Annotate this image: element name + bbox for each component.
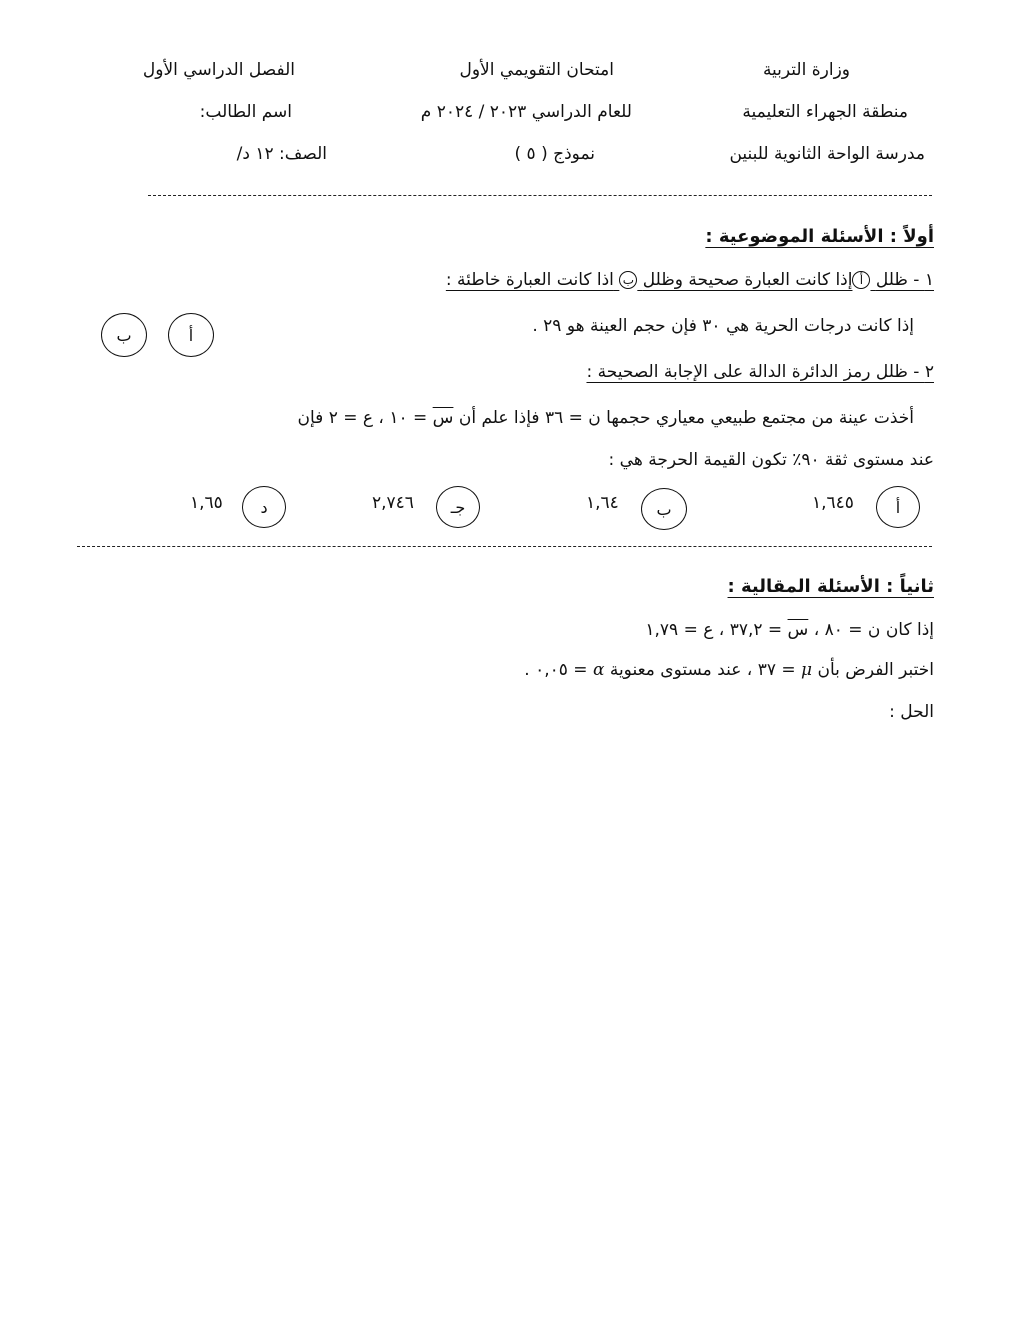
alpha-symbol: α [592, 660, 605, 680]
school-name: مدرسة الواحة الثانوية للبنين [729, 144, 925, 164]
exam-title: امتحان التقويمي الأول [459, 60, 614, 80]
option-b-circle[interactable]: ب [641, 488, 687, 530]
true-symbol-icon: أ [852, 271, 870, 289]
option-d-circle[interactable]: د [242, 486, 286, 528]
option-c-circle[interactable]: جـ [436, 486, 480, 528]
q1-instruction: ١ - ظلل أإذا كانت العبارة صحيحة وظلل ب اذا كانت العبارة خاطئة : [445, 270, 934, 290]
district-name: منطقة الجهراء التعليمية [742, 102, 908, 122]
q2-instruction: ٢ - ظلل رمز الدائرة الدالة على الإجابة الصحيحة : [586, 362, 934, 382]
student-name-label: اسم الطالب: [199, 102, 292, 122]
option-d-value: ١,٦٥ [190, 493, 223, 513]
divider-middle [77, 546, 932, 547]
essay-line1: إذا كان ن = ٨٠ ، س = ٣٧,٢ ، ع = ١,٧٩ [645, 620, 934, 640]
q1-statement: إذا كانت درجات الحرية هي ٣٠ فإن حجم العينة هو ٢٩ . [532, 316, 914, 336]
solution-label: الحل : [889, 702, 934, 722]
choice-b-circle[interactable]: ب [101, 313, 147, 357]
x-bar-symbol: س [787, 620, 809, 640]
option-a-value: ١,٦٤٥ [812, 493, 854, 513]
mu-symbol: μ [801, 660, 813, 680]
option-a-circle[interactable]: أ [876, 486, 920, 528]
option-c-value: ٢,٧٤٦ [372, 493, 414, 513]
academic-year: للعام الدراسي ٢٠٢٣ / ٢٠٢٤ م [420, 102, 632, 122]
x-bar-symbol: س [432, 408, 454, 428]
exam-model: نموذج ( ٥ ) [514, 144, 595, 164]
class-label: الصف: ١٢ د/ [236, 144, 327, 164]
essay-line2: اختبر الفرض بأن μ = ٣٧ ، عند مستوى معنوية α = ٠,٠٥ . [524, 660, 934, 680]
divider-top [148, 195, 932, 196]
q2-line2: عند مستوى ثقة ٩٠٪ تكون القيمة الحرجة هي : [608, 450, 934, 470]
ministry-name: وزارة التربية [762, 60, 850, 80]
section-essay-title: ثانياً : الأسئلة المقالية : [727, 576, 934, 597]
option-b-value: ١,٦٤ [586, 493, 619, 513]
semester: الفصل الدراسي الأول [142, 60, 295, 80]
choice-a-circle[interactable]: أ [168, 313, 214, 357]
q2-line1: أخذت عينة من مجتمع طبيعي معياري حجمها ن = ٣٦ فإذا علم أن س = ١٠ ، ع = ٢ فإن [297, 408, 914, 428]
false-symbol-icon: ب [619, 271, 637, 289]
section-objective-title: أولاً : الأسئلة الموضوعية : [705, 226, 934, 247]
